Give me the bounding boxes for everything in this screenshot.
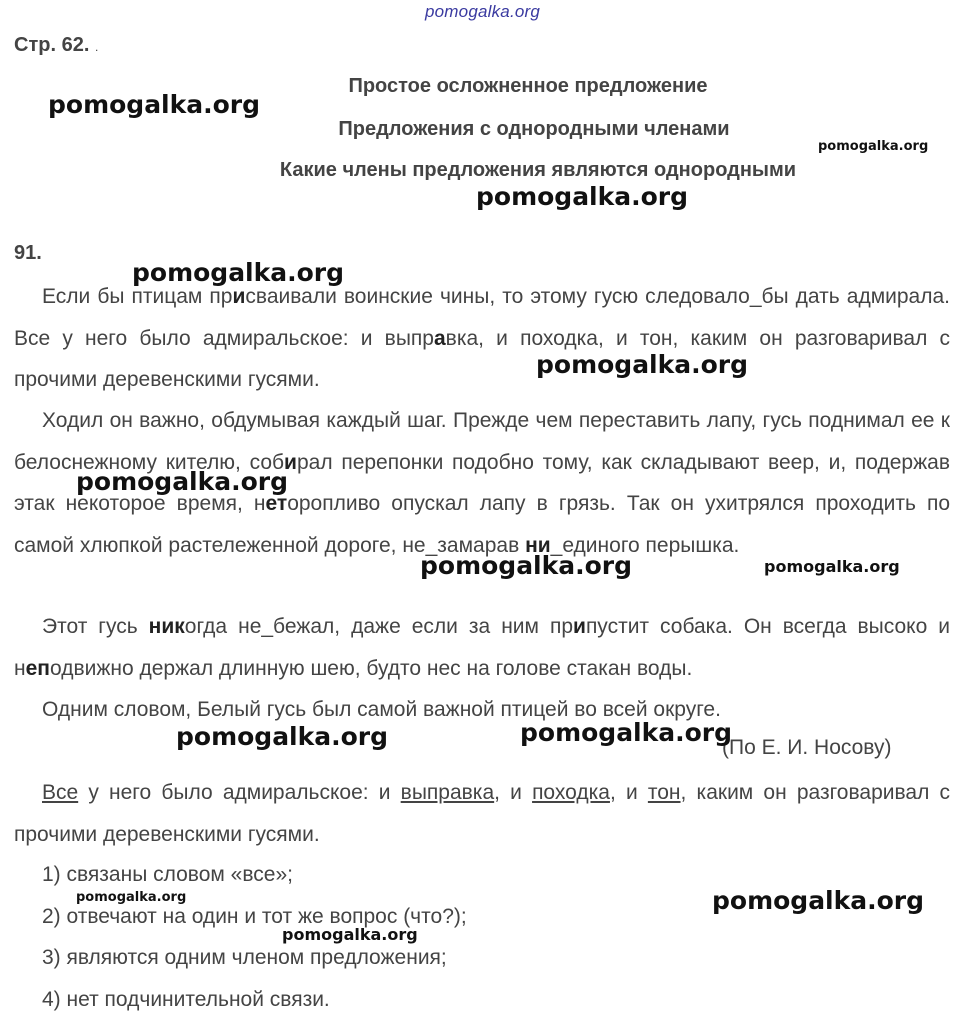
bold-letters: ник — [148, 615, 185, 638]
bold-letters: ни — [525, 533, 551, 557]
watermark: pomogalka.org — [476, 182, 689, 211]
text-run: сваивали воинские чины, то этому гусю следовало_бы дать адмирала. Все у него было адмиральское: и выпр — [14, 285, 950, 350]
heading-subtopic: Предложения с однородными членами — [338, 118, 730, 140]
text-run: , и — [494, 781, 533, 804]
bold-letters: а — [433, 326, 446, 350]
watermark: pomogalka.org — [712, 886, 925, 915]
paragraph-1 — [14, 276, 950, 401]
paragraph-4 — [14, 689, 950, 731]
text-run: Этот гусь — [42, 615, 149, 638]
top-watermark: pomogalka.org — [425, 2, 541, 21]
text-run: Если бы птицам пр — [42, 285, 233, 308]
text-run: , и — [609, 781, 648, 804]
text-run: оропливо опускал лапу в грязь. Так он ухитрялся проходить по самой хлюпкой растележенной дороге, не_замарав — [14, 492, 951, 557]
watermark: pomogalka.org — [176, 722, 389, 751]
page-number — [14, 34, 98, 57]
watermark: pomogalka.org — [76, 467, 289, 496]
watermark: pomogalka.org — [536, 350, 749, 379]
example-sentence — [14, 772, 950, 855]
list-item: 2) отвечают на один и тот же вопрос (что?); — [42, 904, 467, 928]
list-item: 1) связаны словом «все»; — [42, 863, 293, 886]
paragraph-3 — [14, 606, 950, 689]
list-item: 4) нет подчинительной связи. — [42, 987, 330, 1011]
text-run: Одним словом, Белый гусь был самой важной птицей во всей округе. — [42, 698, 721, 721]
homogeneous-member: походка — [532, 781, 610, 804]
watermark: pomogalka.org — [132, 258, 345, 287]
watermark: pomogalka.org — [818, 139, 929, 154]
exercise-number: 91. — [14, 242, 42, 264]
bold-letters: еп — [25, 656, 50, 680]
text-run: вка, и походка, и тон, каким он разговаривал с прочими деревенскими гусями. — [14, 326, 950, 391]
text-run: у него было адмиральское: и — [78, 781, 401, 804]
homogeneous-member: Все — [42, 781, 79, 804]
bold-letters: и — [284, 450, 297, 474]
watermark: pomogalka.org — [76, 890, 187, 905]
watermark: pomogalka.org — [48, 90, 261, 119]
text-run: , каким он разговаривал с прочими деревенскими гусями. — [14, 781, 951, 846]
bold-letters: и — [232, 285, 246, 308]
text-run: одвижно держал длинную шею, будто нес на голове стакан воды. — [49, 656, 693, 680]
watermark: pomogalka.org — [520, 718, 733, 747]
homogeneous-member: тон — [647, 781, 681, 804]
watermark: pomogalka.org — [764, 557, 900, 576]
text-run: пустит собака. Он всегда высоко и н — [14, 615, 950, 680]
text-run: _единого перышка. — [550, 533, 740, 557]
bold-letters: ет — [265, 492, 288, 515]
text-run: Ходил он важно, обдумывая каждый шаг. Прежде чем переставить лапу, гусь поднимал ее к белоснежному кителю, соб — [14, 409, 950, 474]
attribution: (По Е. И. Носову) — [722, 736, 892, 759]
text-run: огда не_бежал, даже если за ним пр — [184, 615, 574, 638]
watermark: pomogalka.org — [282, 925, 418, 944]
page-number-text: Стр. 62. — [14, 34, 90, 56]
watermark: pomogalka.org — [420, 551, 633, 580]
heading-question: Какие члены предложения являются однородными — [279, 159, 797, 181]
list-item: 3) являются одним членом предложения; — [42, 946, 447, 969]
heading-topic: Простое осложненное предложение — [348, 75, 708, 97]
bold-letters: и — [573, 615, 586, 638]
text-run: рал перепонки подобно тому, как складывают веер, и, подержав этак некоторое время, н — [14, 450, 950, 515]
homogeneous-member: выправка — [400, 781, 495, 804]
page-tick: . — [94, 40, 99, 54]
